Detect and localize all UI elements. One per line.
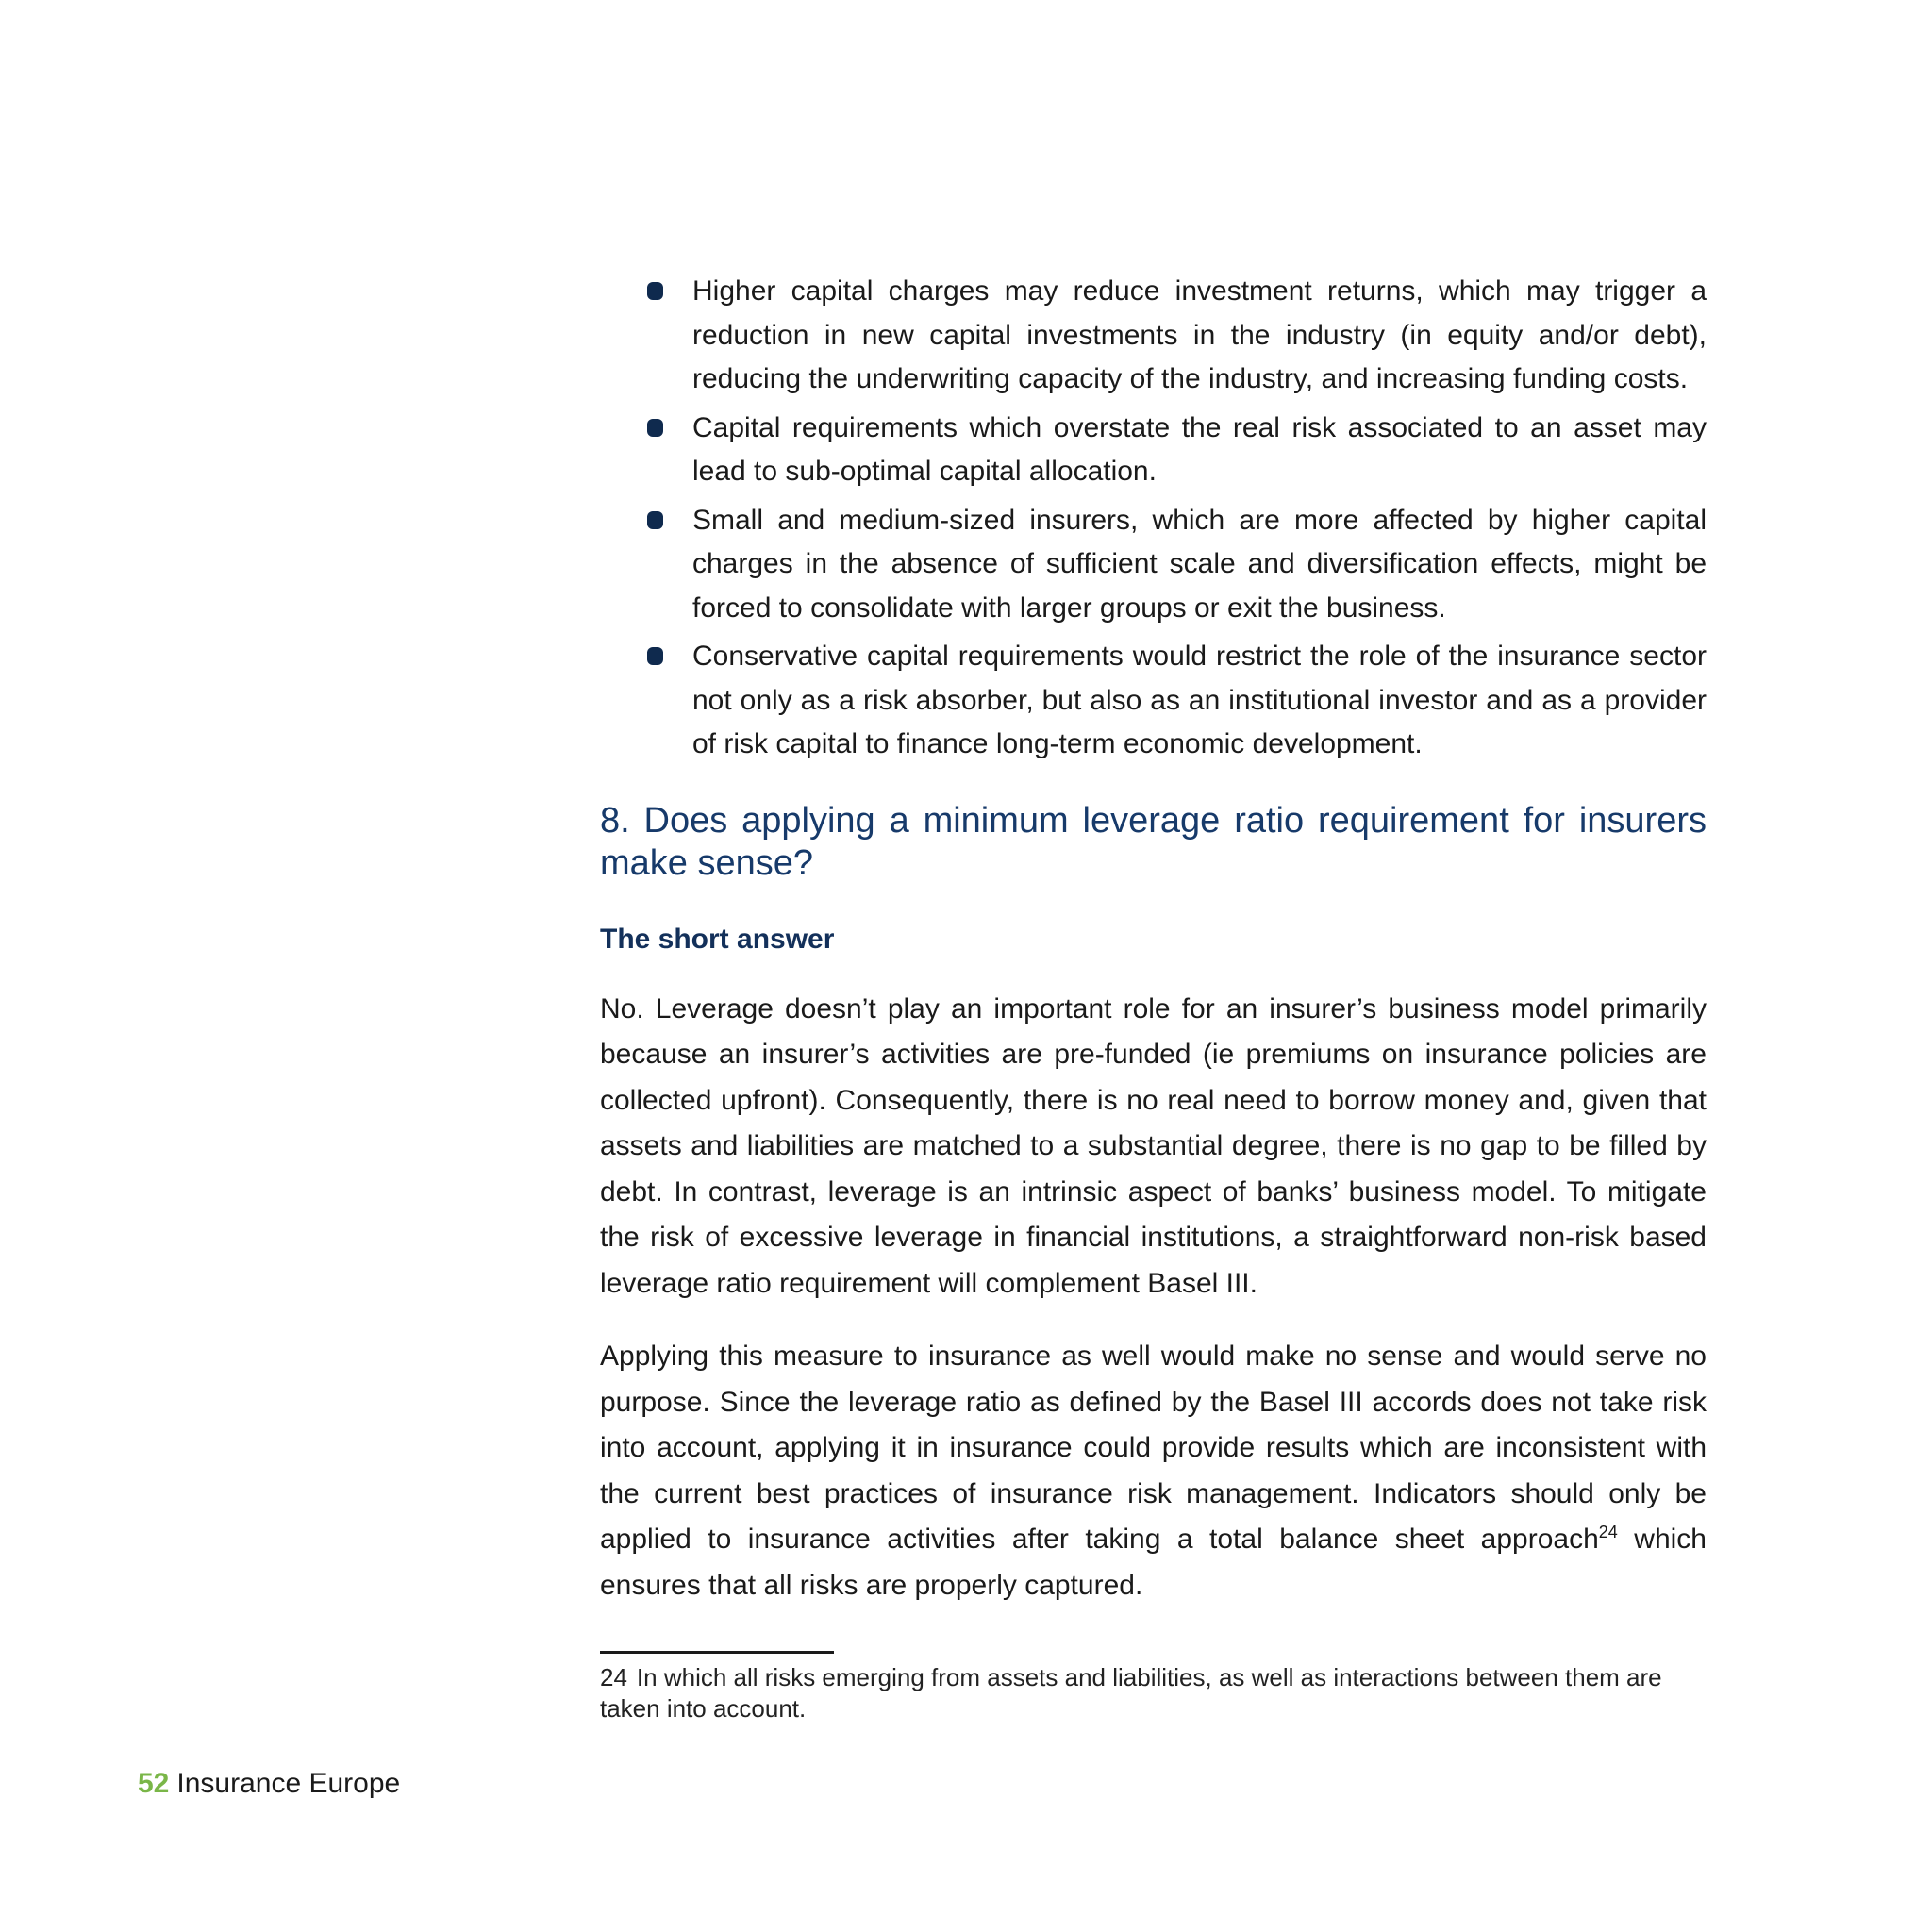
bullet-list: [600, 270, 1707, 767]
bullet-dot-icon: [647, 647, 663, 665]
bullet-text: Conservative capital requirements would restrict the role of the insurance sector not only as a risk absorber, but also as an institutional investor and as a provider of risk capital to finance long-term economic development.: [692, 641, 1707, 759]
body-text: which ensures that all risks are properly captured.: [600, 1524, 1707, 1601]
bullet-item: [600, 499, 1707, 631]
body-paragraph: [600, 1334, 1707, 1608]
publisher-name: Insurance Europe: [176, 1768, 401, 1799]
bullet-item: [600, 635, 1707, 767]
bullet-text: Higher capital charges may reduce investment returns, which may trigger a reduction in new capital investments in the industry (in equity and/or debt), reducing the underwriting capacity of the industry, and increasing funding costs.: [692, 275, 1707, 394]
footnote-text: In which all risks emerging from assets and liabilities, as well as interactions between them are taken into account.: [600, 1663, 1662, 1723]
short-answer-heading: The short answer: [600, 923, 835, 955]
bullet-item: [600, 270, 1707, 402]
content-column: [600, 270, 1707, 1724]
footnote: [600, 1662, 1707, 1724]
bullet-dot-icon: [647, 511, 663, 529]
body-paragraph: No. Leverage doesn’t play an important role for an insurer’s business model primarily because an insurer’s activities are pre-funded (ie premiums on insurance policies are collected upfront). Consequently, there is no real need to borrow money and, given that assets and liabilities are matched to a substantial degree, there is no gap to be filled by debt. In contrast, leverage is an intrinsic aspect of banks’ business model. To mitigate the risk of excessive leverage in financial institutions, a straightforward non-risk based leverage ratio requirement will complement Basel III.: [600, 992, 1707, 1299]
bullet-item: [600, 407, 1707, 494]
page-footer: [138, 1765, 400, 1803]
page-number: 52: [138, 1768, 170, 1799]
section-heading: 8. Does applying a minimum leverage ratio requirement for insurers make sense?: [600, 800, 1707, 883]
bullet-text: Capital requirements which overstate the real risk associated to an asset may lead to sub-optimal capital allocation.: [692, 411, 1707, 487]
footnote-number: 24: [600, 1663, 627, 1691]
footnote-reference[interactable]: 24: [1598, 1523, 1618, 1541]
bullet-dot-icon: [647, 282, 663, 300]
footnote-divider: [600, 1651, 834, 1654]
bullet-dot-icon: [647, 419, 663, 437]
bullet-text: Small and medium-sized insurers, which are more affected by higher capital charges in the absence of sufficient scale and diversification effects, might be forced to consolidate with larger groups or exit the business.: [692, 504, 1707, 624]
body-text: Applying this measure to insurance as well would make no sense and would serve no purpose. Since the leverage ratio as defined by the Basel III accords does not take risk into account, applying it in insurance could provide results which are inconsistent with the current best practices of insurance risk management. Indicators should only be applied to insurance activities after taking a total balance sheet approach: [600, 1341, 1707, 1555]
